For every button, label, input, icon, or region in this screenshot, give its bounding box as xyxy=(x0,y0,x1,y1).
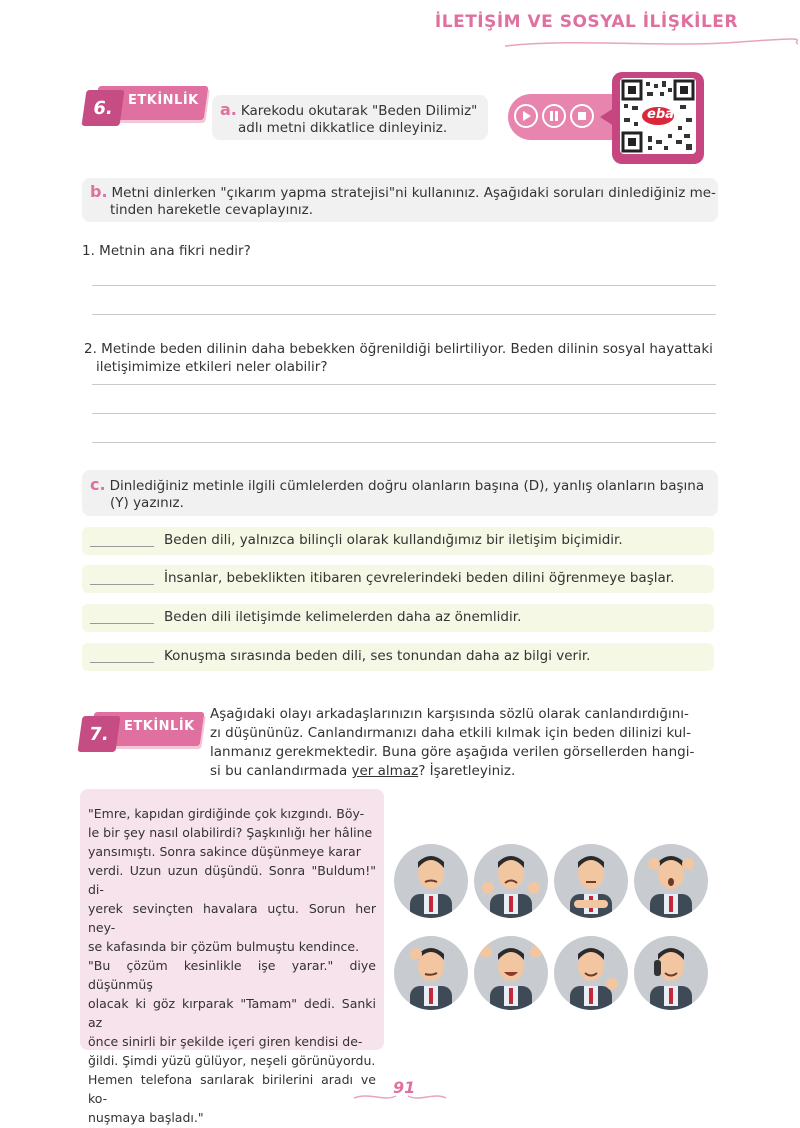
person-expression-image[interactable] xyxy=(474,844,548,918)
page-number: 91 xyxy=(393,1078,416,1097)
answer-line[interactable] xyxy=(92,442,716,443)
story-line: Hemen telefona sarılarak birilerini aradı ve ko- xyxy=(88,1072,376,1106)
story-line: le bir şey nasıl olabilirdi? Şaşkınlığı her hâline xyxy=(88,825,373,840)
question-2-line2: iletişimimize etkileri neler olabilir? xyxy=(96,359,328,375)
true-false-row xyxy=(82,604,714,632)
statement-text: Beden dili iletişimde kelimelerden daha az önemlidir. xyxy=(164,609,522,625)
statement-text: Konuşma sırasında beden dili, ses tonundan daha az bilgi verir. xyxy=(164,648,591,664)
story-line: ğildi. Şimdi yüzü gülüyor, neşeli görünüyordu. xyxy=(88,1053,376,1068)
instruction-a-line1: Karekodu okutarak "Beden Dilimiz" xyxy=(240,103,478,119)
qr-code-icon[interactable] xyxy=(620,78,696,154)
play-icon[interactable] xyxy=(514,104,538,128)
instruction-a-line2: adlı metni dikkatlice dinleyiniz. xyxy=(238,120,448,136)
instruction-c-line1: Dinlediğiniz metinle ilgili cümlelerden doğru olanların başına (D), yanlış olanların başına xyxy=(109,478,705,494)
answer-blank[interactable] xyxy=(90,662,154,663)
person-expression-image[interactable] xyxy=(634,936,708,1010)
statement-text: Beden dili, yalnızca bilinçli olarak kullandığımız bir iletişim biçimidir. xyxy=(164,532,623,548)
answer-line[interactable] xyxy=(92,314,716,315)
instruction-a-box xyxy=(212,95,488,140)
story-text xyxy=(88,804,376,1127)
instruction-c-box xyxy=(82,470,718,516)
answer-line[interactable] xyxy=(92,413,716,414)
intro-text: si bu canlandırmada xyxy=(210,763,352,779)
answer-blank[interactable] xyxy=(90,584,154,585)
stop-icon[interactable] xyxy=(570,104,594,128)
question-2-line1: 2. Metinde beden dilinin daha bebekken öğrenildiği belirtiliyor. Beden dilinin sosyal hayattaki xyxy=(84,341,713,357)
person-expression-image[interactable] xyxy=(394,844,468,918)
story-line: "Emre, kapıdan girdiğinde çok kızgındı. Böy- xyxy=(88,806,365,821)
intro-text: ? İşaretleyiniz. xyxy=(418,763,516,779)
person-expression-image[interactable] xyxy=(554,936,628,1010)
activity-7-intro-line3: lanmanız gerekmektedir. Buna göre aşağıda verilen görsellerden hangi- xyxy=(210,744,695,760)
page-number-decoration xyxy=(350,1088,450,1104)
question-1: 1. Metnin ana fikri nedir? xyxy=(82,243,251,259)
person-expression-image[interactable] xyxy=(634,844,708,918)
activity-6-label: ETKİNLİK xyxy=(128,93,199,108)
answer-line[interactable] xyxy=(92,285,716,286)
true-false-row xyxy=(82,527,714,555)
activity-7-label: ETKİNLİK xyxy=(124,719,195,734)
story-line: olacak ki göz kırparak "Tamam" dedi. Sanki az xyxy=(88,996,376,1030)
story-line: verdi. Uzun uzun düşündü. Sonra "Buldum!" di- xyxy=(88,863,376,897)
story-line: yansımıştı. Sonra sakince düşünmeye karar xyxy=(88,844,361,859)
answer-blank[interactable] xyxy=(90,546,154,547)
answer-line[interactable] xyxy=(92,384,716,385)
instruction-b-letter: b. xyxy=(90,182,108,201)
page-header-title: İLETİŞİM VE SOSYAL İLİŞKİLER xyxy=(434,12,738,32)
activity-7-intro-line4 xyxy=(210,762,515,781)
instruction-c-letter: c. xyxy=(90,475,106,494)
header-underline-decoration xyxy=(500,34,800,52)
instruction-c-line2: (Y) yazınız. xyxy=(110,495,184,511)
story-line: önce sinirli bir şekilde içeri giren kendisi de- xyxy=(88,1034,363,1049)
activity-6-number: 6. xyxy=(81,90,124,126)
true-false-row xyxy=(82,565,714,593)
emphasis-underlined: yer almaz xyxy=(351,763,419,779)
statement-text: İnsanlar, bebeklikten itibaren çevrelerindeki beden dilini öğrenmeye başlar. xyxy=(164,570,675,586)
activity-7-badge xyxy=(80,708,204,752)
activity-7-intro-line2: zı düşününüz. Canlandırmanızı daha etkili kılmak için beden dilinizi kul- xyxy=(210,725,692,741)
story-line: se kafasında bir çözüm bulmuştu kendince. xyxy=(88,939,360,954)
person-expression-image[interactable] xyxy=(394,936,468,1010)
qr-logo-text: eba xyxy=(647,107,674,122)
story-line: nuşmaya başladı." xyxy=(88,1110,204,1125)
instruction-a-letter: a. xyxy=(220,100,237,119)
instruction-b-line1: Metni dinlerken "çıkarım yapma stratejisi"ni kullanınız. Aşağıdaki soruları dinlediğiniz me- xyxy=(111,185,716,201)
story-line: yerek sevinçten havalara uçtu. Sorun her ney- xyxy=(88,901,376,935)
expression-images-grid xyxy=(392,840,714,1018)
story-line: "Bu çözüm kesinlikle işe yarar." diye düşünmüş xyxy=(88,958,376,992)
instruction-b-box xyxy=(82,178,718,222)
person-expression-image[interactable] xyxy=(554,844,628,918)
instruction-b-line2: tinden hareketle cevaplayınız. xyxy=(110,202,314,218)
person-expression-image[interactable] xyxy=(474,936,548,1010)
activity-6-badge xyxy=(84,82,208,126)
pause-icon[interactable] xyxy=(542,104,566,128)
activity-7-intro-line1: Aşağıdaki olayı arkadaşlarınızın karşısında sözlü olarak canlandırdığını- xyxy=(210,706,689,722)
activity-7-number: 7. xyxy=(77,716,120,752)
answer-blank[interactable] xyxy=(90,623,154,624)
true-false-row xyxy=(82,643,714,671)
